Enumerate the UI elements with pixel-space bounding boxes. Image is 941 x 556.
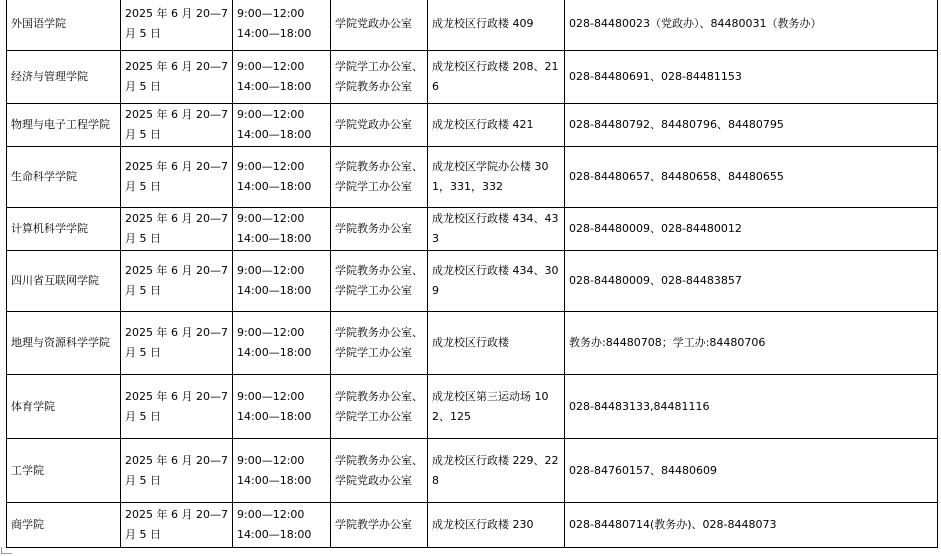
time-am: 9:00—12:00 bbox=[237, 160, 305, 173]
table-row bbox=[7, 147, 938, 208]
date-cell: 2025 年 6 月 20—7 月 5 日 bbox=[121, 208, 233, 251]
time-cell bbox=[233, 251, 331, 312]
table-row bbox=[7, 208, 938, 251]
office-cell: 学院党政办公室 bbox=[331, 104, 428, 147]
time-pm: 14:00—18:00 bbox=[237, 27, 312, 40]
college-cell: 计算机科学学院 bbox=[7, 208, 121, 251]
office-cell: 学院党政办公室 bbox=[331, 0, 428, 51]
time-cell bbox=[233, 208, 331, 251]
table-row bbox=[7, 51, 938, 104]
college-cell: 物理与电子工程学院 bbox=[7, 104, 121, 147]
time-pm: 14:00—18:00 bbox=[237, 473, 312, 487]
college-cell: 经济与管理学院 bbox=[7, 51, 121, 104]
time-cell bbox=[233, 503, 331, 548]
phone-cell: 教务办:84480708；学工办:84480706 bbox=[565, 312, 938, 375]
college-cell: 地理与资源科学学院 bbox=[7, 312, 121, 375]
time-am: 9:00—12:00 bbox=[237, 264, 305, 277]
phone-cell: 028-84480009、028-84480012 bbox=[565, 208, 938, 251]
phone-cell: 028-84480023（党政办）、84480031（教务办） bbox=[565, 0, 938, 51]
time-am: 9:00—12:00 bbox=[237, 389, 305, 403]
time-am: 9:00—12:00 bbox=[237, 108, 305, 121]
office-cell: 学院教务办公室、学院学工办公室 bbox=[331, 312, 428, 375]
date-cell: 2025 年 6 月 20—7 月 5 日 bbox=[121, 439, 233, 503]
location-cell: 成龙校区行政楼 421 bbox=[428, 104, 565, 147]
phone-cell: 028-84480009、028-84483857 bbox=[565, 251, 938, 312]
time-pm: 14:00—18:00 bbox=[237, 346, 312, 359]
office-cell: 学院教务办公室 bbox=[331, 208, 428, 251]
time-pm: 14:00—18:00 bbox=[237, 284, 312, 297]
time-cell bbox=[233, 51, 331, 104]
date-cell: 2025 年 6 月 20—7 月 5 日 bbox=[121, 251, 233, 312]
office-cell: 学院教务办公室、学院学工办公室 bbox=[331, 147, 428, 208]
time-cell bbox=[233, 312, 331, 375]
date-cell: 2025 年 6 月 20—7 月 5 日 bbox=[121, 375, 233, 439]
phone-cell: 028-84760157、84480609 bbox=[565, 439, 938, 503]
date-cell: 2025 年 6 月 20—7 月 5 日 bbox=[121, 104, 233, 147]
table-row bbox=[7, 251, 938, 312]
time-pm: 14:00—18:00 bbox=[237, 409, 312, 423]
table-body bbox=[7, 0, 938, 548]
college-cell: 体育学院 bbox=[7, 375, 121, 439]
college-cell: 生命科学学院 bbox=[7, 147, 121, 208]
college-cell: 四川省互联网学院 bbox=[7, 251, 121, 312]
table-row bbox=[7, 375, 938, 439]
office-cell: 学院学工办公室、学院教务办公室 bbox=[331, 51, 428, 104]
office-cell: 学院教务办公室、学院学工办公室 bbox=[331, 251, 428, 312]
location-cell: 成龙校区行政楼 229、228 bbox=[428, 439, 565, 503]
time-pm: 14:00—18:00 bbox=[237, 180, 312, 193]
phone-cell: 028-84480691、028-84481153 bbox=[565, 51, 938, 104]
office-cell: 学院教务办公室、学院党政办公室 bbox=[331, 439, 428, 503]
location-cell: 成龙校区行政楼 208、216 bbox=[428, 51, 565, 104]
time-am: 9:00—12:00 bbox=[237, 212, 305, 225]
time-am: 9:00—12:00 bbox=[237, 508, 305, 521]
location-cell: 成龙校区学院办公楼 301，331，332 bbox=[428, 147, 565, 208]
date-cell: 2025 年 6 月 20—7 月 5 日 bbox=[121, 503, 233, 548]
date-cell: 2025 年 6 月 20—7 月 5 日 bbox=[121, 147, 233, 208]
location-cell: 成龙校区第三运动场 102、125 bbox=[428, 375, 565, 439]
time-am: 9:00—12:00 bbox=[237, 7, 305, 20]
college-cell: 工学院 bbox=[7, 439, 121, 503]
table-row bbox=[7, 439, 938, 503]
table-row bbox=[7, 312, 938, 375]
location-cell: 成龙校区行政楼 230 bbox=[428, 503, 565, 548]
location-cell: 成龙校区行政楼 434、309 bbox=[428, 251, 565, 312]
location-cell: 成龙校区行政楼 bbox=[428, 312, 565, 375]
date-cell: 2025 年 6 月 20—7 月 5 日 bbox=[121, 0, 233, 51]
time-cell bbox=[233, 0, 331, 51]
time-pm: 14:00—18:00 bbox=[237, 80, 312, 93]
schedule-table bbox=[6, 0, 938, 548]
office-cell: 学院教学办公室 bbox=[331, 503, 428, 548]
time-am: 9:00—12:00 bbox=[237, 453, 305, 467]
phone-cell: 028-84480792、84480796、84480795 bbox=[565, 104, 938, 147]
college-cell: 商学院 bbox=[7, 503, 121, 548]
location-cell: 成龙校区行政楼 409 bbox=[428, 0, 565, 51]
location-cell: 成龙校区行政楼 434、433 bbox=[428, 208, 565, 251]
table-row bbox=[7, 104, 938, 147]
date-cell: 2025 年 6 月 20—7 月 5 日 bbox=[121, 312, 233, 375]
time-pm: 14:00—18:00 bbox=[237, 232, 312, 245]
phone-cell: 028-84480657、84480658、84480655 bbox=[565, 147, 938, 208]
time-am: 9:00—12:00 bbox=[237, 326, 305, 339]
time-cell bbox=[233, 147, 331, 208]
time-am: 9:00—12:00 bbox=[237, 60, 305, 73]
time-pm: 14:00—18:00 bbox=[237, 128, 312, 141]
table-row bbox=[7, 0, 938, 51]
time-cell bbox=[233, 439, 331, 503]
page-corner-mark bbox=[1, 547, 12, 554]
phone-cell: 028-84483133,84481116 bbox=[565, 375, 938, 439]
time-cell bbox=[233, 375, 331, 439]
time-cell bbox=[233, 104, 331, 147]
office-cell: 学院教务办公室、学院学工办公室 bbox=[331, 375, 428, 439]
date-cell: 2025 年 6 月 20—7 月 5 日 bbox=[121, 51, 233, 104]
time-pm: 14:00—18:00 bbox=[237, 528, 312, 541]
table-row bbox=[7, 503, 938, 548]
phone-cell: 028-84480714(教务办)、028-8448073 bbox=[565, 503, 938, 548]
college-cell: 外国语学院 bbox=[7, 0, 121, 51]
